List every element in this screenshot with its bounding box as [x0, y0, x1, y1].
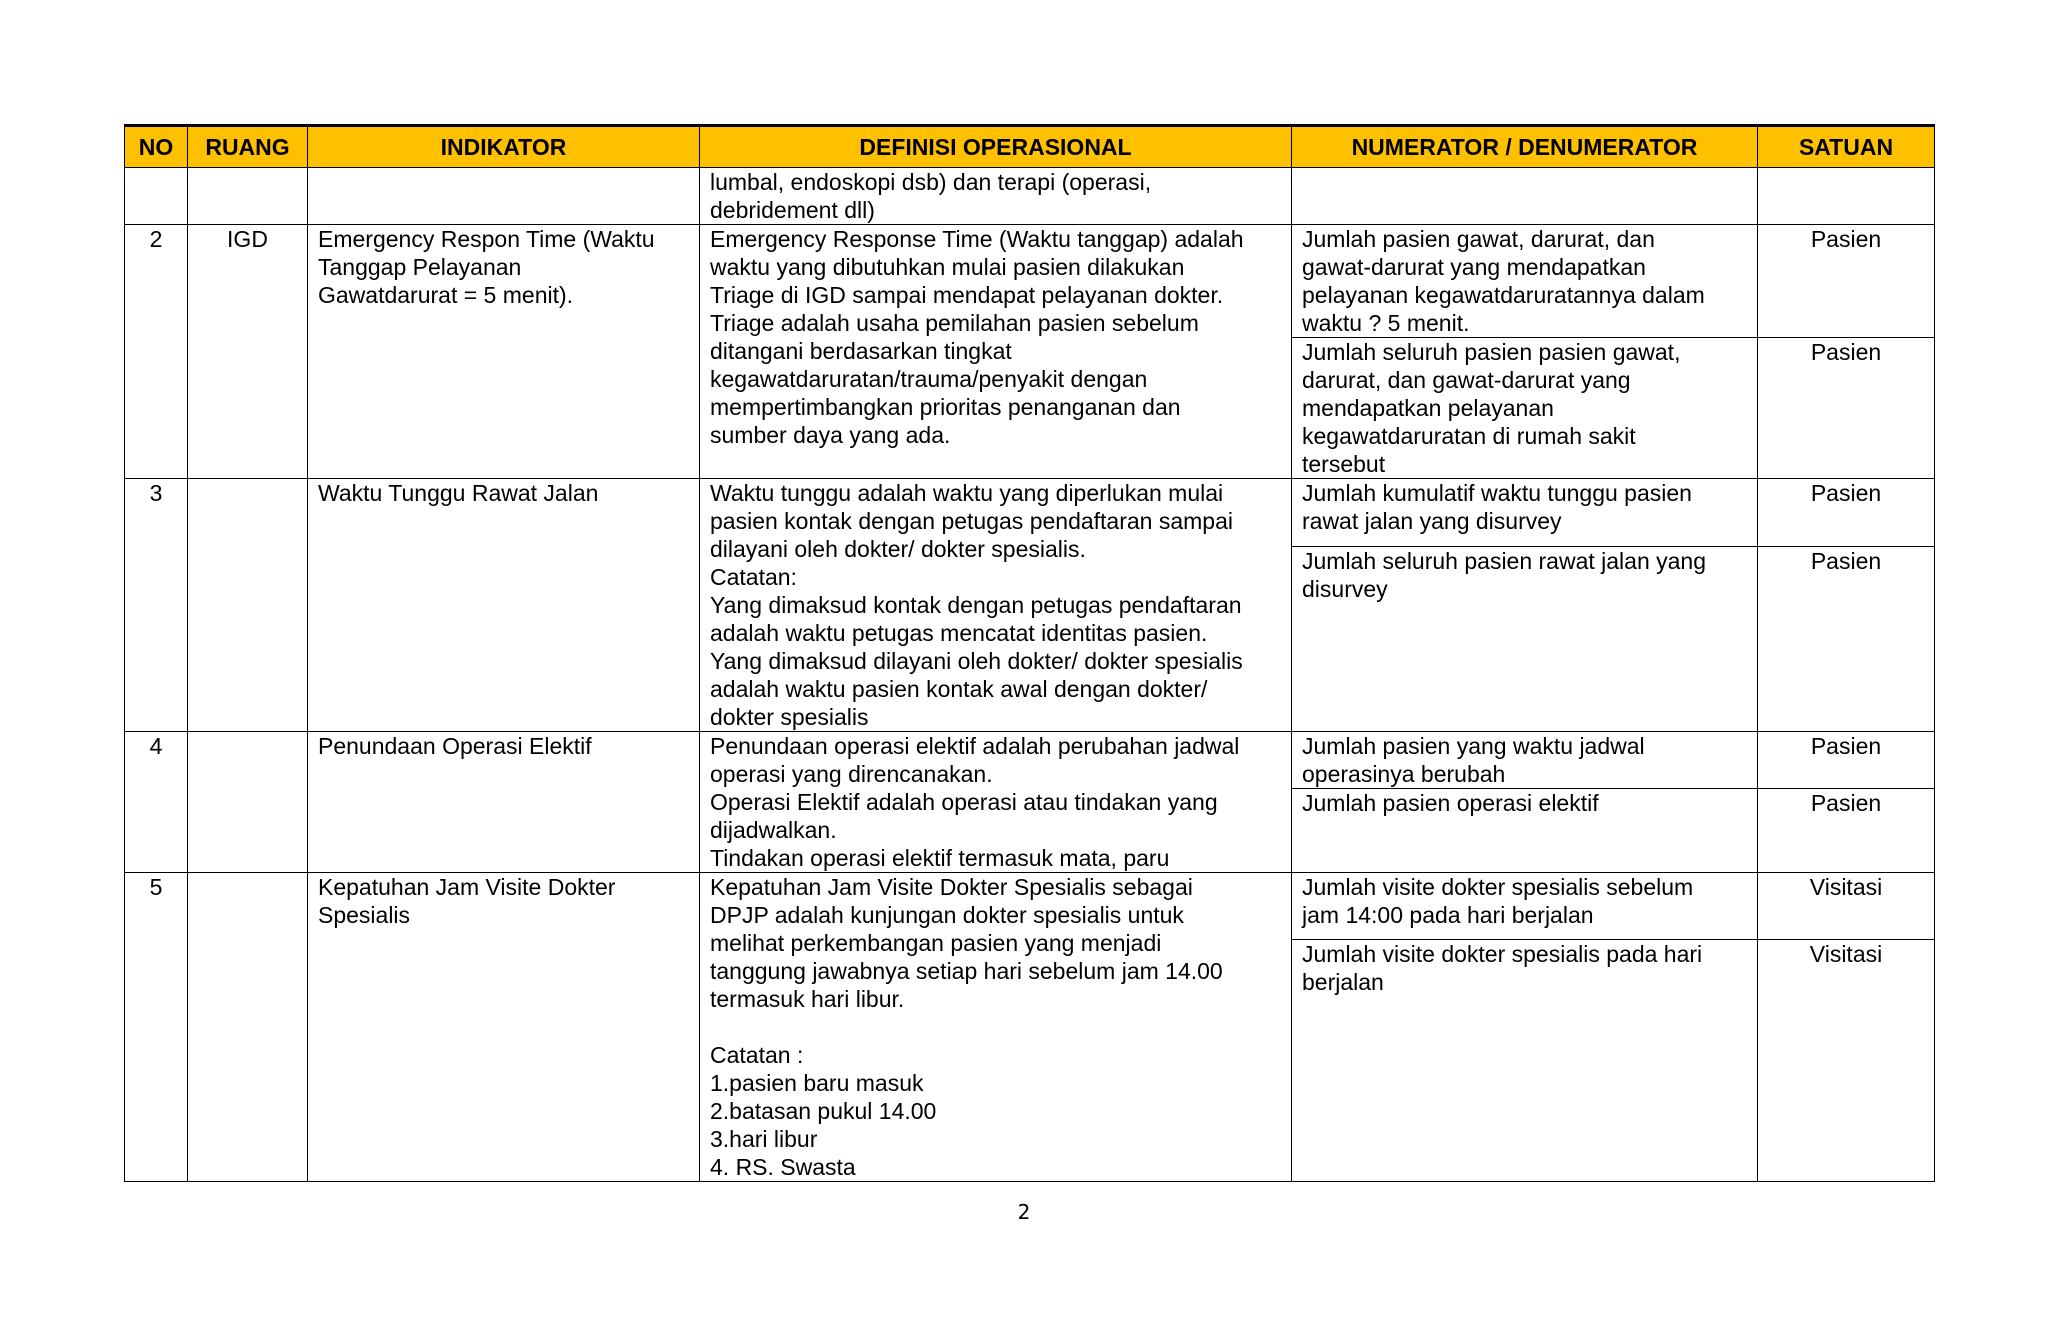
- cell-ruang: [188, 479, 308, 732]
- cell-satuan: [1758, 168, 1935, 225]
- cell-denumerator: Jumlah visite dokter spesialis pada hari berjalan: [1292, 940, 1758, 1182]
- cell-ruang: [188, 732, 308, 873]
- cell-indikator: Penundaan Operasi Elektif: [308, 732, 700, 873]
- header-no: NO: [125, 126, 188, 168]
- cell-definisi: Kepatuhan Jam Visite Dokter Spesialis sebagai DPJP adalah kunjungan dokter spesialis untuk melihat perkembangan pasien yang menjadi tanggung jawabnya setiap hari sebelum jam 14.00 termasuk hari libur. Catatan : 1.pasien baru masuk 2.batasan pukul 14.00 3.hari libur 4. RS. Swasta: [700, 873, 1292, 1182]
- cell-satuan: Pasien: [1758, 546, 1935, 731]
- table-header-row: [125, 126, 1935, 168]
- cell-satuan: Pasien: [1758, 732, 1935, 789]
- cell-numerator: Jumlah pasien gawat, darurat, dan gawat-darurat yang mendapatkan pelayanan kegawatdaruratannya dalam waktu ? 5 menit.: [1292, 225, 1758, 338]
- header-ruang: RUANG: [188, 126, 308, 168]
- cell-no: [125, 168, 188, 225]
- table-row: [125, 873, 1935, 940]
- cell-no: 2: [125, 225, 188, 479]
- table-row: [125, 168, 1935, 225]
- cell-satuan: Pasien: [1758, 338, 1935, 479]
- cell-satuan: Pasien: [1758, 789, 1935, 873]
- cell-denumerator: Jumlah pasien operasi elektif: [1292, 789, 1758, 873]
- cell-satuan: Visitasi: [1758, 940, 1935, 1182]
- table-row: [125, 225, 1935, 338]
- cell-definisi: Emergency Response Time (Waktu tanggap) adalah waktu yang dibutuhkan mulai pasien dilakukan Triage di IGD sampai mendapat pelayanan dokter. Triage adalah usaha pemilahan pasien sebelum ditangani berdasarkan tingkat kegawatdaruratan/trauma/penyakit dengan mempertimbangkan prioritas penanganan dan sumber daya yang ada.: [700, 225, 1292, 479]
- cell-denumerator: Jumlah seluruh pasien rawat jalan yang disurvey: [1292, 546, 1758, 731]
- cell-satuan: Pasien: [1758, 225, 1935, 338]
- cell-numerator: Jumlah pasien yang waktu jadwal operasinya berubah: [1292, 732, 1758, 789]
- cell-numerator: Jumlah visite dokter spesialis sebelum jam 14:00 pada hari berjalan: [1292, 873, 1758, 940]
- cell-definisi: Penundaan operasi elektif adalah perubahan jadwal operasi yang direncanakan. Operasi Elektif adalah operasi atau tindakan yang dijadwalkan. Tindakan operasi elektif termasuk mata, paru: [700, 732, 1292, 873]
- cell-indikator: Kepatuhan Jam Visite Dokter Spesialis: [308, 873, 700, 1182]
- cell-definisi: Waktu tunggu adalah waktu yang diperlukan mulai pasien kontak dengan petugas pendaftaran sampai dilayani oleh dokter/ dokter spesialis. Catatan: Yang dimaksud kontak dengan petugas pendaftaran adalah waktu petugas mencatat identitas pasien. Yang dimaksud dilayani oleh dokter/ dokter spesialis adalah waktu pasien kontak awal dengan dokter/ dokter spesialis: [700, 479, 1292, 732]
- cell-numerator: Jumlah kumulatif waktu tunggu pasien rawat jalan yang disurvey: [1292, 479, 1758, 547]
- indicator-table: [124, 124, 1935, 1182]
- cell-no: 5: [125, 873, 188, 1182]
- cell-no: 3: [125, 479, 188, 732]
- header-definisi: DEFINISI OPERASIONAL: [700, 126, 1292, 168]
- header-satuan: SATUAN: [1758, 126, 1935, 168]
- cell-no: 4: [125, 732, 188, 873]
- cell-ruang: [188, 168, 308, 225]
- cell-indikator: Waktu Tunggu Rawat Jalan: [308, 479, 700, 732]
- cell-satuan: Visitasi: [1758, 873, 1935, 940]
- cell-numerator: [1292, 168, 1758, 225]
- page-number: 2: [1017, 1200, 1031, 1224]
- header-indikator: INDIKATOR: [308, 126, 700, 168]
- cell-satuan: Pasien: [1758, 479, 1935, 547]
- cell-indikator: Emergency Respon Time (Waktu Tanggap Pelayanan Gawatdarurat = 5 menit).: [308, 225, 700, 479]
- cell-denumerator: Jumlah seluruh pasien pasien gawat, darurat, dan gawat-darurat yang mendapatkan pelayanan kegawatdaruratan di rumah sakit tersebut: [1292, 338, 1758, 479]
- cell-ruang: [188, 873, 308, 1182]
- header-numerator-denumerator: NUMERATOR / DENUMERATOR: [1292, 126, 1758, 168]
- table-row: [125, 732, 1935, 789]
- table-row: [125, 479, 1935, 547]
- cell-indikator: [308, 168, 700, 225]
- cell-ruang: IGD: [188, 225, 308, 479]
- cell-definisi: lumbal, endoskopi dsb) dan terapi (operasi, debridement dll): [700, 168, 1292, 225]
